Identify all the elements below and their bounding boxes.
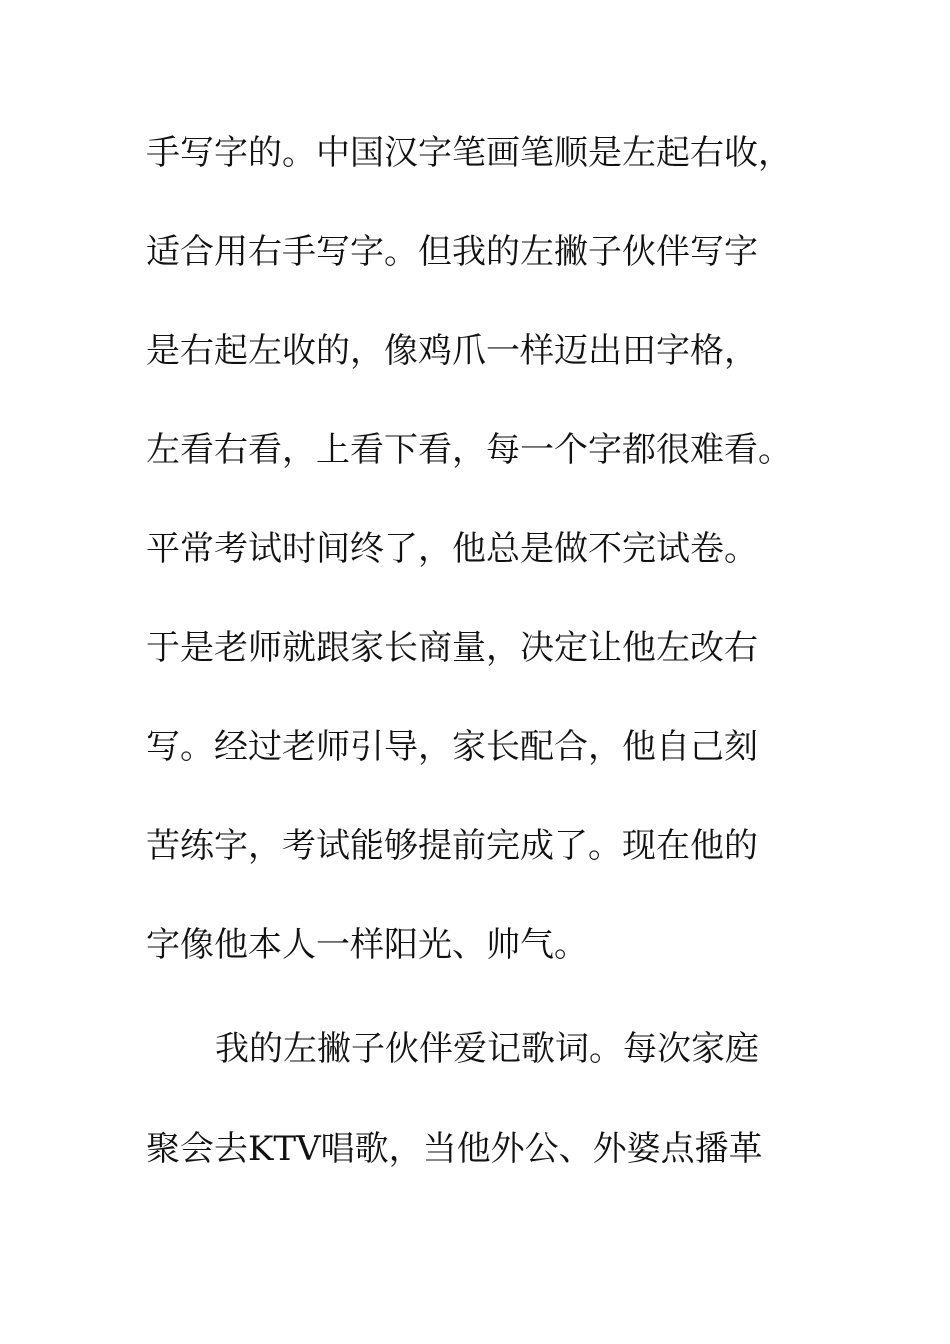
- text-line: 左看右看，上看下看，每一个字都很难看。: [146, 430, 792, 470]
- text-line: 写。经过老师引导，家长配合，他自己刻: [146, 727, 758, 767]
- text-line: 平常考试时间终了，他总是做不完试卷。: [146, 529, 758, 569]
- text-line: 苦练字，考试能够提前完成了。现在他的: [146, 826, 758, 866]
- text-line: 于是老师就跟家长商量，决定让他左改右: [146, 628, 758, 668]
- text-line: 聚会去KTV唱歌，当他外公、外婆点播革: [146, 1129, 763, 1169]
- text-line: 是右起左收的，像鸡爪一样迈出田字格，: [146, 331, 758, 371]
- text-line: 适合用右手写字。但我的左撇子伙伴写字: [146, 232, 758, 272]
- paragraph-first-line: 我的左撇子伙伴爱记歌词。每次家庭: [215, 1029, 759, 1069]
- text-line: 手写字的。中国汉字笔画笔顺是左起右收，: [146, 133, 792, 173]
- text-line: 字像他本人一样阳光、帅气。: [146, 925, 588, 965]
